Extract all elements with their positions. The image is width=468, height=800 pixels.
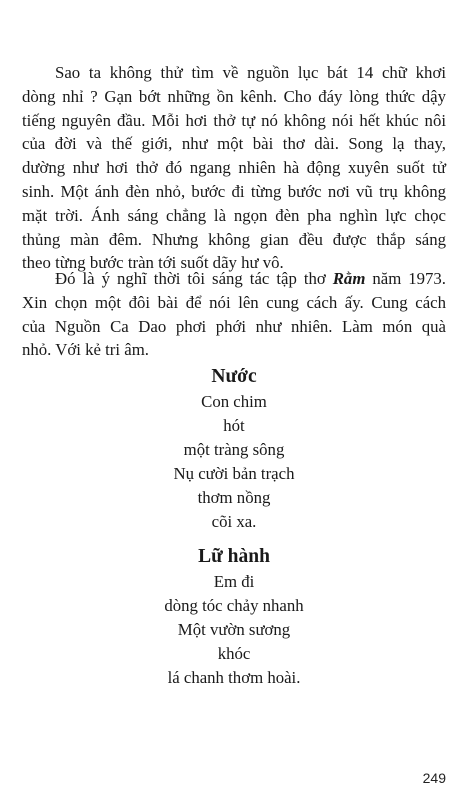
poem-line: thơm nồng: [197, 488, 271, 507]
paragraph-1: [22, 61, 446, 275]
poem-line: Nụ cười bản trạch: [173, 464, 295, 483]
poem-line: khóc: [217, 644, 251, 663]
poem-nuoc: [0, 364, 468, 534]
paragraph-1-line: theo từng bước tràn tới suốt dãy hư vô.: [22, 253, 284, 273]
paragraph-1-line: tiếng nguyên đầu. Mỗi hơi thở tự nó không nói hết khúc nôi: [22, 110, 446, 130]
poem-line: hót: [223, 416, 245, 435]
poem-line: lá chanh thơm hoài.: [167, 668, 301, 687]
poem-line: dòng tóc chảy nhanh: [164, 596, 304, 615]
paragraph-2-text: Đó là ý nghĩ thời tôi sáng tác tập thơ: [55, 269, 333, 288]
paragraph-2-line: Xin chọn một đôi bài để nói lên cung cách ấy. Cung cách: [22, 292, 446, 312]
paragraph-1-line: thủng màn đêm. Nhưng không gian đều được thắp sáng: [22, 229, 446, 249]
page-number: 249: [422, 770, 446, 786]
poem-line: Một vườn sương: [177, 620, 291, 639]
paragraph-2: [22, 267, 446, 362]
paragraph-2-first-line: [22, 267, 446, 291]
poem-title: Nước: [211, 366, 257, 387]
paragraph-2-line: của Nguồn Ca Dao phơi phới như nhiên. Làm món quà: [22, 316, 446, 336]
paragraph-1-line: dòng nhỉ ? Gạn bớt những ồn kênh. Cho đáy lòng thức dậy: [22, 86, 446, 106]
poem-line: Con chim: [201, 392, 267, 411]
book-title-ram: Rằm: [332, 269, 366, 288]
poem-line: một tràng sông: [183, 440, 285, 459]
poem-lu-hanh: [0, 544, 468, 690]
paragraph-2-line: nhỏ. Với kẻ tri âm.: [22, 340, 149, 360]
paragraph-2-text: năm 1973.: [365, 269, 446, 288]
poem-title: Lữ hành: [198, 546, 270, 567]
paragraph-1-line: Sao ta không thử tìm về nguồn lục bát 14 chữ khơi: [55, 63, 446, 82]
paragraph-1-line: mặt trời. Ánh sáng chẳng là ngọn đèn pha nghìn lực chọc: [22, 205, 446, 225]
paragraph-1-line: của đời và thế giới, như một bài thơ dài. Song lạ thay,: [22, 134, 446, 154]
paragraph-1-line: dường như hơi thở đó ngang nhiên hà động xuyên suốt tử: [22, 158, 446, 178]
poem-line: Em đi: [213, 572, 255, 591]
paragraph-1-line: sinh. Một ánh đèn nhỏ, bước đi từng bước nơi vũ trụ không: [22, 181, 446, 201]
poem-line: cõi xa.: [211, 512, 257, 531]
